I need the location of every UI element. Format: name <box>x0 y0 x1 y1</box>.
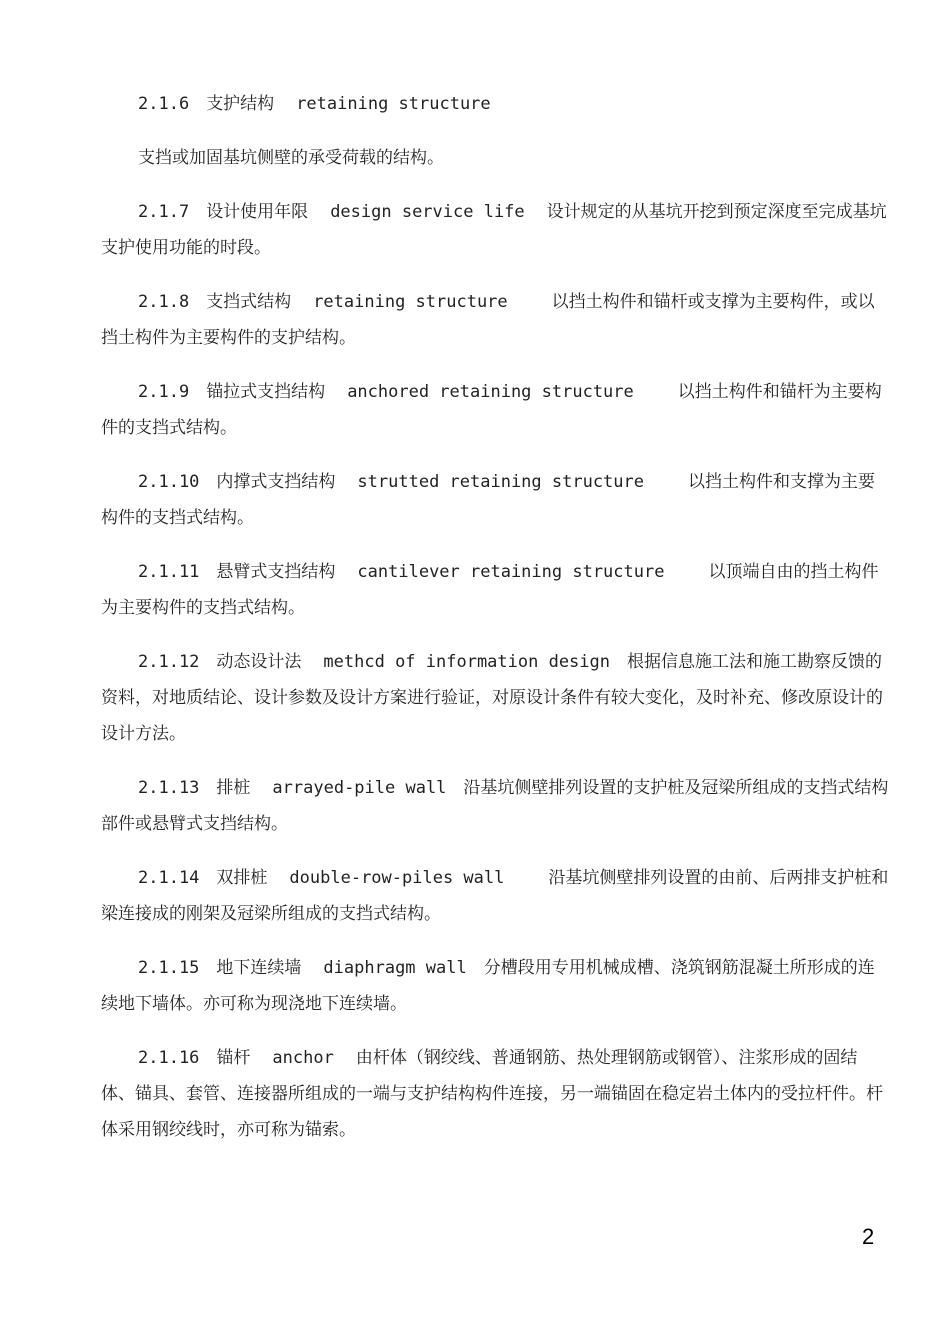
term-number: 2.1.15 <box>138 958 200 978</box>
term-chinese: 支护结构 <box>206 94 275 114</box>
term-number: 2.1.16 <box>138 1048 200 1068</box>
term-chinese: 双排桩 <box>216 868 268 888</box>
term-entry-2-1-11 <box>101 554 891 626</box>
term-number: 2.1.12 <box>138 652 200 672</box>
term-english: double-row-piles wall <box>289 868 505 888</box>
term-definition: 沿基坑侧壁排列设置的支护桩及冠梁所组成的支挡式结构部件或悬臂式支挡结构。 <box>101 778 889 834</box>
term-english: strutted retaining structure <box>357 472 644 492</box>
term-number: 2.1.13 <box>138 778 200 798</box>
term-english: anchor <box>272 1048 334 1068</box>
term-entry-2-1-8 <box>101 284 891 356</box>
term-entry-2-1-12 <box>101 644 891 752</box>
term-definition: 以挡土构件和锚杆为主要构件的支挡式结构。 <box>101 382 882 438</box>
term-definition: 由杆体（钢绞线、普通钢筋、热处理钢筋或钢管）、注浆形成的固结体、锚具、套管、连接器所组成的一端与支护结构构件连接，另一端锚固在稳定岩土体内的受拉杆件。杆体采用钢绞线时，亦可称为锚索。 <box>101 1048 883 1140</box>
term-english: retaining structure <box>296 94 491 114</box>
terms-section <box>101 86 891 1166</box>
term-chinese: 内撑式支挡结构 <box>216 472 336 492</box>
term-definition: 分槽段用专用机械成槽、浇筑钢筋混凝土所形成的连续地下墙体。亦可称为现浇地下连续墙。 <box>101 958 875 1014</box>
term-entry-2-1-7 <box>101 194 891 266</box>
term-entry-2-1-15 <box>101 950 891 1022</box>
term-definition: 以挡土构件和支撑为主要构件的支挡式结构。 <box>101 472 875 528</box>
term-entry-2-1-6 <box>101 86 891 122</box>
term-number: 2.1.7 <box>138 202 190 222</box>
term-chinese: 排桩 <box>216 778 251 798</box>
term-definition: 根据信息施工法和施工勘察反馈的资料，对地质结论、设计参数及设计方案进行验证，对原设计条件有较大变化，及时补充、修改原设计的设计方法。 <box>101 652 883 744</box>
term-definition: 设计规定的从基坑开挖到预定深度至完成基坑支护使用功能的时段。 <box>101 202 887 258</box>
term-definition: 支挡或加固基坑侧壁的承受荷载的结构。 <box>138 148 444 168</box>
term-english: diaphragm wall <box>323 958 467 978</box>
term-definition: 以顶端自由的挡土构件为主要构件的支挡式结构。 <box>101 562 879 618</box>
term-number: 2.1.14 <box>138 868 200 888</box>
term-english: methcd of information design <box>323 652 610 672</box>
term-definition: 沿基坑侧壁排列设置的由前、后两排支护桩和梁连接成的刚架及冠梁所组成的支挡式结构。 <box>101 868 889 924</box>
term-chinese: 锚杆 <box>216 1048 251 1068</box>
term-chinese: 悬臂式支挡结构 <box>216 562 336 582</box>
page-number: 2 <box>862 1224 875 1249</box>
term-chinese: 地下连续墙 <box>216 958 302 978</box>
term-english: arrayed-pile wall <box>272 778 447 798</box>
term-chinese: 动态设计法 <box>216 652 302 672</box>
term-number: 2.1.6 <box>138 94 190 114</box>
term-chinese: 支挡式结构 <box>206 292 292 312</box>
term-english: design service life <box>330 202 525 222</box>
term-english: anchored retaining structure <box>347 382 634 402</box>
term-english: retaining structure <box>313 292 508 312</box>
term-number: 2.1.9 <box>138 382 190 402</box>
term-definition-2-1-6 <box>101 140 891 176</box>
term-number: 2.1.11 <box>138 562 200 582</box>
term-entry-2-1-16 <box>101 1040 891 1148</box>
term-entry-2-1-9 <box>101 374 891 446</box>
term-entry-2-1-10 <box>101 464 891 536</box>
term-number: 2.1.8 <box>138 292 190 312</box>
term-definition: 以挡土构件和锚杆或支撑为主要构件，或以挡土构件为主要构件的支护结构。 <box>101 292 875 348</box>
term-english: cantilever retaining structure <box>357 562 665 582</box>
term-number: 2.1.10 <box>138 472 200 492</box>
term-chinese: 锚拉式支挡结构 <box>206 382 326 402</box>
term-entry-2-1-13 <box>101 770 891 842</box>
term-chinese: 设计使用年限 <box>206 202 309 222</box>
term-entry-2-1-14 <box>101 860 891 932</box>
